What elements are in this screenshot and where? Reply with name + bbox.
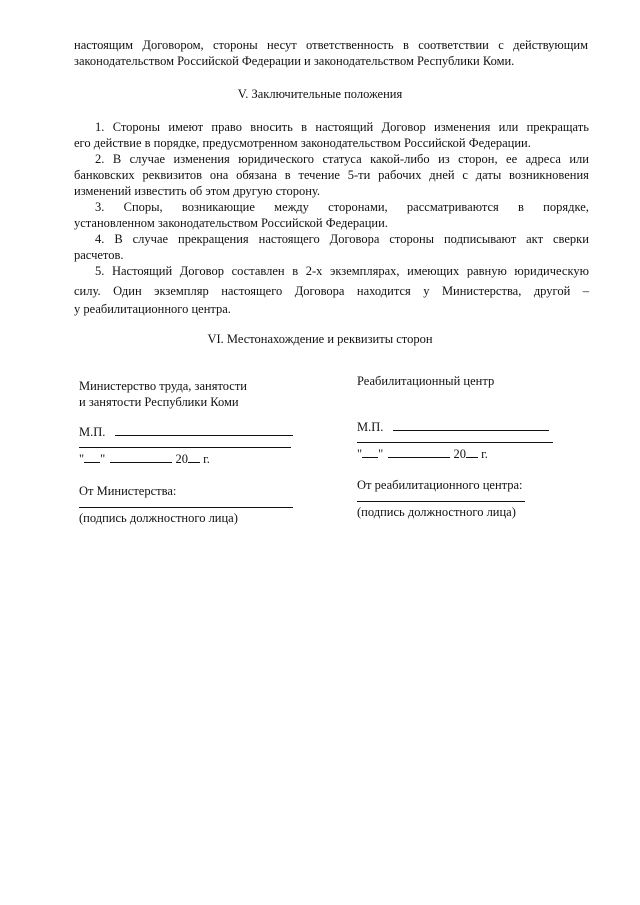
left-mp-row — [79, 424, 293, 440]
right-party-name: Реабилитационный центр — [357, 374, 495, 388]
right-mp-line — [393, 419, 549, 431]
left-date-day-field — [84, 451, 100, 463]
left-date-suffix: г. — [203, 452, 210, 466]
word: изменения — [434, 120, 491, 134]
word: акт — [526, 232, 544, 246]
word: обязана — [236, 168, 277, 182]
intro-line-2: законодательством Российской Федерации и законодательством Республики Коми. — [74, 54, 515, 68]
section-6-heading: VI. Местонахождение и реквизиты сторон — [207, 332, 433, 346]
left-party-block — [79, 378, 299, 410]
right-date-quote-close: " — [378, 447, 384, 461]
word: какой-либо — [370, 152, 430, 166]
s5-p1-line1 — [95, 119, 589, 135]
word: рассматриваются — [406, 200, 499, 214]
word: порядке, — [543, 200, 589, 214]
word: случае — [129, 152, 166, 166]
word: банковских — [74, 168, 135, 182]
word: сверки — [553, 232, 589, 246]
s5-p1-line2: его действие в порядке, предусмотренном законодательством Российской Федерации. — [74, 136, 531, 150]
word: или — [569, 152, 589, 166]
word: в — [292, 264, 299, 278]
word: настоящего — [221, 284, 283, 298]
word: находится — [356, 284, 411, 298]
word: право — [211, 120, 242, 134]
left-mp-label: М.П. — [79, 425, 106, 439]
word: возникновения — [509, 168, 589, 182]
s5-p5-line3: у реабилитационного центра. — [74, 302, 231, 316]
left-mp-line — [115, 424, 293, 436]
word: силу. — [74, 284, 101, 298]
left-date-month-field — [110, 451, 172, 463]
left-signature-caption: (подпись должностного лица) — [79, 511, 238, 525]
s5-p2-line2 — [74, 167, 589, 183]
word: В — [114, 232, 123, 246]
s5-p2-line1 — [95, 151, 589, 167]
word: стороны — [389, 232, 435, 246]
intro-line-1 — [74, 37, 588, 53]
word: стороны — [212, 38, 258, 52]
left-date-quote-close: " — [100, 452, 106, 466]
word: Договор — [179, 264, 224, 278]
word: другой — [533, 284, 571, 298]
word: соответствии — [418, 38, 489, 52]
s5-p2-line3: изменений известить об этом другую сторону. — [74, 184, 321, 198]
right-mp-label: М.П. — [357, 420, 384, 434]
right-date-day-field — [362, 446, 378, 458]
word: прекращения — [178, 232, 249, 246]
word: Настоящий — [111, 264, 173, 278]
word: Договором, — [142, 38, 204, 52]
word: юридическую — [514, 264, 589, 278]
right-date-year: 20 — [453, 447, 466, 461]
word: Стороны — [112, 120, 160, 134]
word: 5. — [95, 264, 105, 278]
right-from-label: От реабилитационного центра: — [357, 478, 523, 492]
word: случае — [132, 232, 169, 246]
right-signature-line — [357, 501, 525, 502]
word: возникающие — [181, 200, 255, 214]
word: несут — [267, 38, 297, 52]
s5-p4-line1 — [95, 231, 589, 247]
section-5-heading: V. Заключительные положения — [237, 87, 403, 101]
word: равную — [466, 264, 507, 278]
word: настоящим — [74, 38, 134, 52]
word: 4. — [95, 232, 105, 246]
right-date-quote-open: " — [357, 447, 363, 461]
left-signature-line — [79, 507, 293, 508]
word: она — [209, 168, 229, 182]
right-date-suffix: г. — [481, 447, 488, 461]
word: из — [438, 152, 450, 166]
word: настоящий — [315, 120, 374, 134]
s5-p5-line1 — [95, 263, 589, 279]
s5-p5-line2 — [74, 283, 589, 299]
left-date-quote-open: " — [79, 452, 85, 466]
left-from-label: От Министерства: — [79, 484, 177, 498]
left-party-name-line1: Министерство труда, занятости — [79, 379, 247, 393]
s5-p4-line2: расчетов. — [74, 248, 124, 262]
word: рабочих — [378, 168, 422, 182]
word: 1. — [95, 120, 105, 134]
word: прекращать — [526, 120, 589, 134]
word: Договор — [381, 120, 426, 134]
word: в — [301, 120, 308, 134]
word: в — [284, 168, 291, 182]
word: в — [402, 38, 409, 52]
word: экземпляр — [154, 284, 209, 298]
word: подписывают — [443, 232, 517, 246]
word: адреса — [525, 152, 561, 166]
word: ответственность — [306, 38, 394, 52]
word: Споры, — [123, 200, 163, 214]
word: изменения — [173, 152, 230, 166]
right-date-year-field — [466, 446, 478, 458]
word: течение — [298, 168, 340, 182]
word: вносить — [250, 120, 293, 134]
right-signature-caption: (подпись должностного лица) — [357, 505, 516, 519]
word: у — [423, 284, 430, 298]
word: имеющих — [407, 264, 460, 278]
s5-p3-line2: установленном законодательством Российской Федерации. — [74, 216, 388, 230]
word: реквизитов — [142, 168, 203, 182]
right-blank-line — [357, 442, 553, 443]
word: ее — [506, 152, 518, 166]
word: сторонами, — [328, 200, 388, 214]
word: Договора — [329, 232, 380, 246]
word: настоящего — [258, 232, 320, 246]
right-date-month-field — [388, 446, 450, 458]
word: или — [498, 120, 519, 134]
word: – — [582, 284, 589, 298]
word: сторон, — [458, 152, 498, 166]
word: юридического — [238, 152, 315, 166]
word: 2. — [95, 152, 105, 166]
word: с — [498, 38, 504, 52]
word: 5-ти — [347, 168, 371, 182]
left-date-year: 20 — [175, 452, 188, 466]
word: между — [274, 200, 309, 214]
word: действующим — [513, 38, 588, 52]
word: Один — [113, 284, 142, 298]
word: В — [112, 152, 122, 166]
word: 2-х — [305, 264, 323, 278]
left-blank-line — [79, 447, 291, 448]
right-mp-row — [357, 419, 549, 435]
left-date-year-field — [188, 451, 200, 463]
word: 3. — [95, 200, 105, 214]
word: составлен — [231, 264, 285, 278]
word: статуса — [322, 152, 362, 166]
word: даты — [475, 168, 502, 182]
left-date-row — [79, 451, 210, 467]
right-date-row — [357, 446, 488, 462]
s5-p3-line1 — [95, 199, 589, 215]
word: в — [518, 200, 524, 214]
word: Договора — [294, 284, 345, 298]
word: экземплярах, — [330, 264, 400, 278]
left-party-name-line2: и занятости Республики Коми — [79, 395, 239, 409]
word: имеют — [168, 120, 204, 134]
word: дней — [429, 168, 455, 182]
word: с — [462, 168, 468, 182]
word: Министерства, — [441, 284, 522, 298]
